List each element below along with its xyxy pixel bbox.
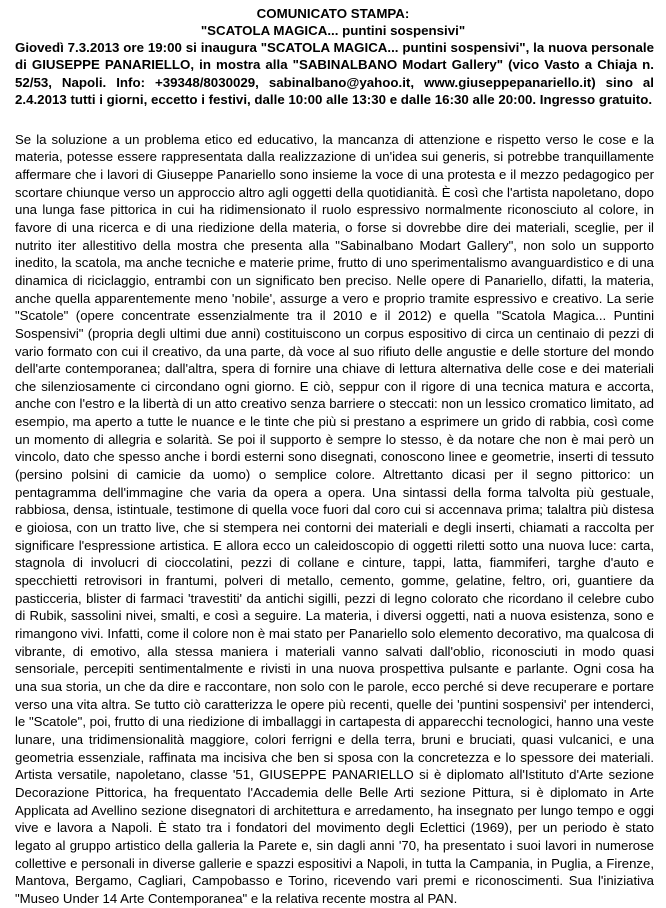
document-header (12, 5, 654, 39)
exhibition-title: "SCATOLA MAGICA... puntini sospensivi" (200, 23, 466, 38)
body-paragraph: Se la soluzione a un problema etico ed educativo, la mancanza di attenzione e rispetto verso le cose e la materia, potesse essere rappresentata dalla realizzazione di un'idea sui generis, si potrebbe tranquillamente affermare che i lavori di Giuseppe Panariello sono insieme la voce di una protesta e il mezzo pedagogico per scortare chiunque verso un approccio altro agli oggetti della quotidianità. È così che l'artista napoletano, dopo una lunga fase pittorica in cui ha ridimensionato il ruolo espressivo normalmente riconosciuto al colore, in favore di una ricerca e di una riedizione della materia, o forse si dovrebbe dire dei materiali, sceglie, per il nutrito iter allestitivo della mostra che presenta alla "Sabinalbano Modart Gallery", non solo un supporto inedito, la scatola, ma anche tecniche e materie prime, frutto di uno sperimentalismo avanguardistico e di una dinamica di riciclaggio, entrambi con un significato ben preciso. Nelle opere di Panariello, difatti, la materia, anche quella apparentemente meno 'nobile', assurge a vero e proprio tramite espressivo e creativo. La serie "Scatole" (opere concentrate essenzialmente tra il 2010 e il 2012) e quella "Scatola Magica... Puntini Sospensivi" (propria degli ultimi due anni) costituiscono un corpus espositivo di circa un centinaio di pezzi di vario formato con cui il creativo, da una parte, dà voce al suo rifiuto delle angustie e delle storture del mondo dell'arte contemporanea; dall'altra, spera di fornire una chiave di lettura alternativa delle cose e dei materiali che silenziosamente ci circondano ogni giorno. E ciò, seppur con il rigore di una tecnica matura e accorta, anche con l'estro e la libertà di un atto creativo senza barriere o steccati: non un lessico cromatico limitato, ad esempio, ma aperto a tutte le nuance e le tinte che più si prestano a esprimere un grido di rabbia, così come un momento di allegria e solarità. Se poi il supporto è sempre lo stesso, è da notare che non è mai però un vincolo, dato che spesso anche i bordi esterni sono disegnati, conoscono linee e geometrie, inserti di tessuto (persino polsini di camicie da uomo) o semplice colore. Altrettanto dicasi per il segno pittorico: un pentagramma dell'immagine che varia da opera a opera. Una sintassi della forma talvolta più gestuale, rabbiosa, densa, istintuale, testimone di quella voce fuori dal coro cui si accennava prima; talaltra più distesa e gioiosa, con un tratto live, che si stempera nei contorni dei materiali e degli inserti, chiamati a raccolta per significare l'espressione artistica. E allora ecco un caleidoscopio di oggetti riletti sotto una nuova luce: carta, stagnola di involucri di cioccolatini, pezzi di collane e cinture, tappi, latta, fiammiferi, targhe d'auto e specchietti retrovisori in frantumi, polveri di metallo, cemento, gomme, gelatine, feltro, ori, guantiere da pasticceria, blister di farmaci 'travestiti' da antichi sigilli, pezzi di legno colorato che ricordano il celebre cubo di Rubik, sassolini nivei, smalti, e così a seguire. La materia, i diversi oggetti, nati a nuova esistenza, sono e rimangono vivi. Infatti, come il colore non è mai stato per Panariello solo elemento decorativo, ma qualcosa di vibrante, di emotivo, alla stessa maniera i materiali vanno salvati dall'oblio, riconosciuti in modo quasi sensoriale, percepiti sentimentalmente e rivisti in una nuova prospettiva pulsante e parlante. Ogni cosa ha una sua storia, un che da dire e raccontare, non solo con le parole, ecco perché si deve recuperare e portare verso una vita altra. Se tutto ciò caratterizza le opere più recenti, quelle dei 'puntini sospensivi' per intenderci, le "Scatole", poi, frutto di una riedizione di imballaggi in cartapesta di apparecchi tecnologici, hanno una veste lunare, una tridimensionalità maggiore, colori ferrigni e della terra, bruni e bruciati, quasi vulcanici, e una geometria essenziale, raffinata ma incisiva che ben si sposa con la concretezza e lo spessore dei materiali. Artista versatile, napoletano, classe '51, GIUSEPPE PANARIELLO si è diplomato all'Istituto d'Arte sezione Decorazione Pittorica, ha frequentato l'Accademia delle Belle Arti sezione Pittura, si è diplomato in Arte Applicata ad Avellino sezione disegnatori di architettura e arredamento, ha insegnato per lungo tempo e oggi vive e lavora a Napoli. È stato tra i fondatori del movimento degli Eclettici (1969), per un periodo è stato legato al gruppo artistico della galleria la Parete e, sin dagli anni '70, ha presentato i suoi lavori in numerose collettive e personali in diverse gallerie e spazzi espositivi a Napoli, in tutta la Campania, in Puglia, a Firenze, Mantova, Bergamo, Cagliari, Campobasso e Torino, ricevendo vari premi e riconoscimenti. Sua l'iniziativa "Museo Under 14 Arte Contemporanea" e la relativa recente mostra al PAN. (15, 131, 654, 906)
intro-paragraph: Giovedì 7.3.2013 ore 19:00 si inaugura "SCATOLA MAGICA... puntini sospensivi", la nuova personale di GIUSEPPE PANARIELLO, in mostra alla "SABINALBANO Modart Gallery" (vico Vasto a Chiaja n. 52/53, Napoli. Info: +39348/8030029, sabinalbano@yahoo.it, www.giuseppepanariello.it) sino al 2.4.2013 tutti i giorni, eccetto i festivi, dalle 10:00 alle 13:30 e dalle 16:30 alle 20:00. Ingresso gratuito. (15, 40, 654, 108)
header-title: COMUNICATO STAMPA: (256, 6, 410, 21)
